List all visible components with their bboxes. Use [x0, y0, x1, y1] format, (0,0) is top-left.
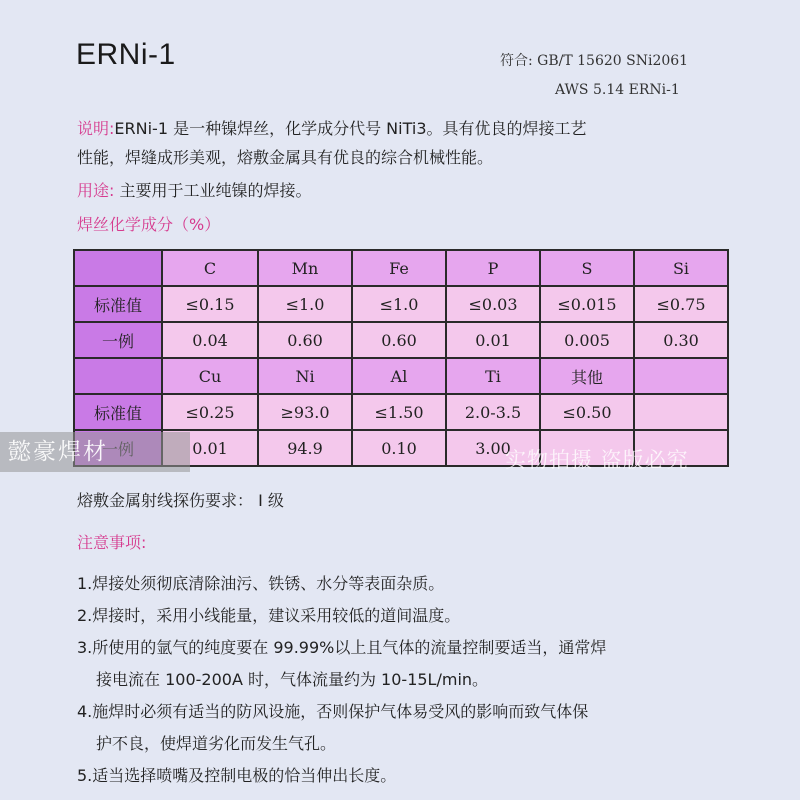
table-cell: ≤0.25 [162, 394, 258, 430]
table-row [74, 394, 728, 430]
table-row [74, 322, 728, 358]
note-text-continued: 护不良，使焊道劣化而发生气孔。 [96, 734, 337, 753]
page-title: ERNi-1 [76, 38, 176, 71]
watermark-notice: 实物拍摄 盗版必究 [505, 448, 689, 472]
composition-title: 焊丝化学成分（%） [77, 215, 221, 234]
table-cell: 0.005 [540, 322, 634, 358]
header-cell: S [540, 250, 634, 286]
note-number: 1. [77, 574, 93, 593]
note-text: 所使用的氩气的纯度要在 99.99%以上且气体的流量控制要适当，通常焊 [92, 638, 607, 657]
row-label: 标准值 [74, 286, 162, 322]
table-cell: 94.9 [258, 430, 352, 466]
note-text-continued: 接电流在 100-200A 时，气体流量约为 10-15L/min。 [96, 670, 489, 689]
table-cell: ≤1.50 [352, 394, 446, 430]
header-cell [634, 358, 728, 394]
note-number: 5. [77, 766, 93, 785]
table-cell: ≥93.0 [258, 394, 352, 430]
description-text-1: ERNi-1 是一种镍焊丝，化学成分代号 NiTi3。具有优良的焊接工艺 [114, 119, 587, 138]
row-label: 一例 [74, 322, 162, 358]
table-row [74, 286, 728, 322]
list-item [77, 760, 737, 792]
description-label: 说明: [77, 119, 115, 138]
table-cell: 0.10 [352, 430, 446, 466]
table-cell: ≤0.50 [540, 394, 634, 430]
table-cell: ≤0.75 [634, 286, 728, 322]
usage-label: 用途: [77, 181, 115, 200]
header-cell: Al [352, 358, 446, 394]
note-text: 焊接处须彻底清除油污、铁锈、水分等表面杂质。 [92, 574, 445, 593]
note-text: 适当选择喷嘴及控制电极的恰当伸出长度。 [92, 766, 397, 785]
header-cell: P [446, 250, 540, 286]
note-number: 4. [77, 702, 93, 721]
table-cell: ≤0.03 [446, 286, 540, 322]
notes-title: 注意事项: [77, 533, 147, 552]
table-cell: 0.60 [258, 322, 352, 358]
table-cell: 0.01 [446, 322, 540, 358]
list-item [77, 568, 737, 600]
header-cell: Cu [162, 358, 258, 394]
header-cell: Ti [446, 358, 540, 394]
header-cell: Mn [258, 250, 352, 286]
table-cell [634, 394, 728, 430]
table-corner-cell [74, 358, 162, 394]
header-cell: 其他 [540, 358, 634, 394]
description [77, 114, 757, 172]
header-cell: Ni [258, 358, 352, 394]
note-text: 施焊时必须有适当的防风设施，否则保护气体易受风的影响而致气体保 [92, 702, 589, 721]
standard-aws: AWS 5.14 ERNi-1 [555, 82, 680, 98]
list-item [77, 600, 737, 632]
table-cell: 2.0-3.5 [446, 394, 540, 430]
description-text-2: 性能，焊缝成形美观，熔敷金属具有优良的综合机械性能。 [77, 148, 494, 167]
header-cell: Fe [352, 250, 446, 286]
table-cell: ≤1.0 [258, 286, 352, 322]
ray-inspection-requirement: 熔敷金属射线探伤要求： I 级 [77, 491, 284, 510]
usage-text: 主要用于工业纯镍的焊接。 [119, 181, 312, 200]
standard-conformity: 符合: GB/T 15620 SNi2061 [500, 53, 689, 69]
note-number: 2. [77, 606, 93, 625]
row-label: 标准值 [74, 394, 162, 430]
list-item [77, 632, 737, 696]
note-text: 焊接时，采用小线能量，建议采用较低的道间温度。 [92, 606, 461, 625]
table-cell: ≤0.015 [540, 286, 634, 322]
table-cell: 0.04 [162, 322, 258, 358]
table-cell: 0.30 [634, 322, 728, 358]
list-item [77, 696, 737, 760]
table-corner-cell [74, 250, 162, 286]
table-cell: 0.60 [352, 322, 446, 358]
table-header-row-1 [74, 250, 728, 286]
notes-list [77, 568, 737, 792]
note-number: 3. [77, 638, 93, 657]
watermark-brand: 懿豪焊材 [0, 432, 190, 472]
table-cell: 3.00 [446, 430, 540, 466]
usage [77, 176, 757, 205]
table-cell: 0.01 [162, 430, 258, 466]
table-header-row-2 [74, 358, 728, 394]
header-cell: Si [634, 250, 728, 286]
header-cell: C [162, 250, 258, 286]
table-cell: ≤1.0 [352, 286, 446, 322]
table-cell: ≤0.15 [162, 286, 258, 322]
